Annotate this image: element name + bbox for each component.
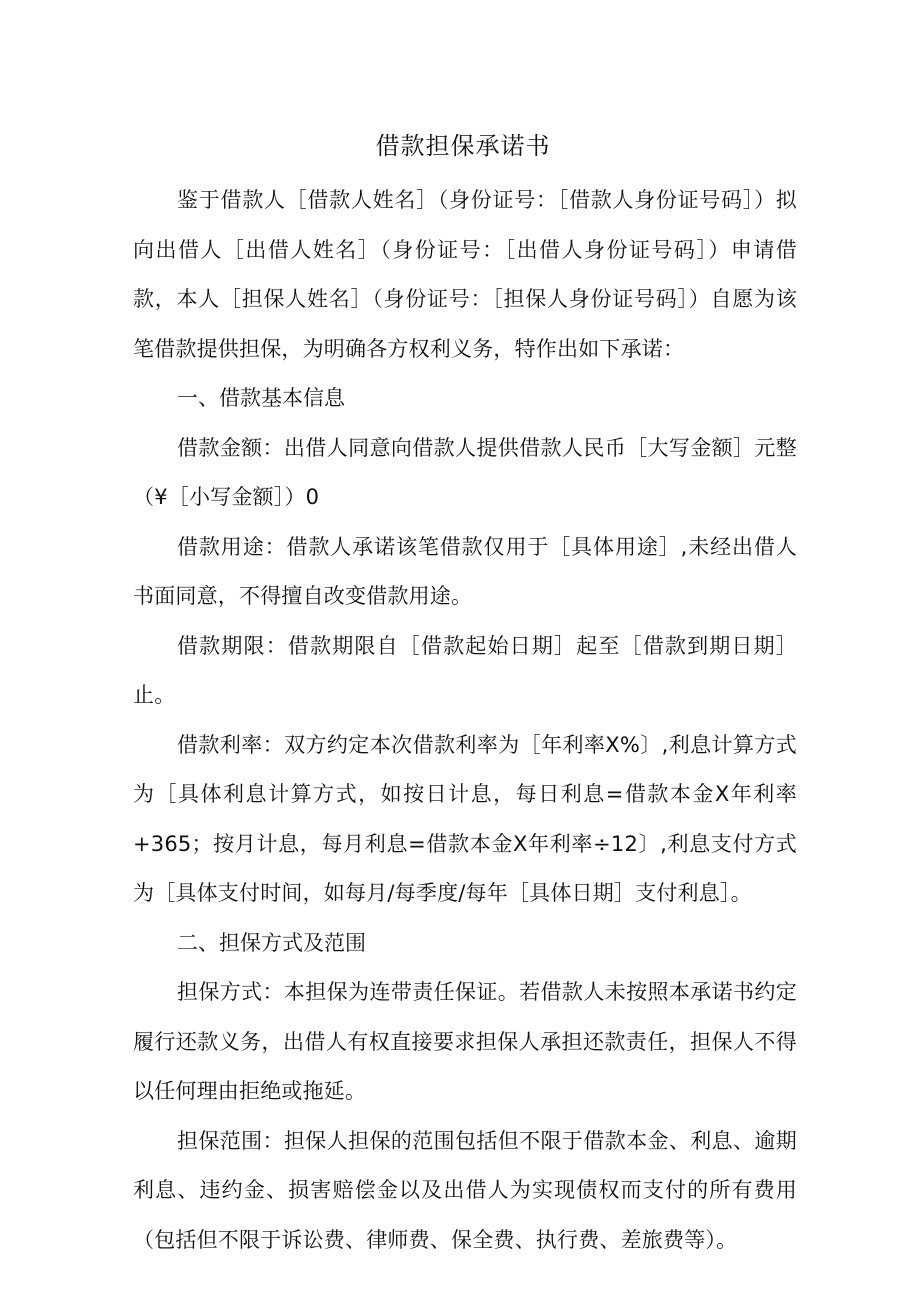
loan-term-paragraph: 借款期限：借款期限自［借款起始日期］起至［借款到期日期］止。: [133, 633, 797, 707]
loan-amount-paragraph: 借款金额：出借人同意向借款人提供借款人民币［大写金额］元整（¥［小写金额］）0: [133, 435, 797, 509]
document-body: [133, 176, 797, 1265]
guarantee-scope-paragraph: 担保范围：担保人担保的范围包括但不限于借款本金、利息、逾期利息、违约金、损害赔偿金以及出借人为实现债权而支付的所有费用（包括但不限于诉讼费、律师费、保全费、执行费、差旅费等）。: [133, 1128, 797, 1252]
section-heading-loan-info: 一、借款基本信息: [177, 386, 345, 410]
section-heading-guarantee: 二、担保方式及范围: [177, 930, 366, 955]
loan-purpose-paragraph: 借款用途：借款人承诺该笔借款仅用于［具体用途］,未经出借人书面同意，不得擅自改变借款用途。: [133, 534, 797, 608]
intro-paragraph: 鉴于借款人［借款人姓名］（身份证号：［借款人身份证号码］）拟向出借人［出借人姓名］（身份证号：［出借人身份证号码］）申请借款，本人［担保人姓名］（身份证号：［担保人身份证号码］）自愿为该笔借款提供担保，为明确各方权利义务，特作出如下承诺：: [133, 188, 797, 361]
document-title: 借款担保承诺书: [375, 132, 551, 160]
guarantee-method-paragraph: 担保方式：本担保为连带责任保证。若借款人未按照本承诺书约定履行还款义务，出借人有权直接要求担保人承担还款责任，担保人不得以任何理由拒绝或拖延。: [133, 980, 797, 1103]
loan-interest-paragraph: 借款利率：双方约定本次借款利率为［年利率X%〕,利息计算方式为［具体利息计算方式，如按日计息，每日利息=借款本金X年利率+365；按月计息，每月利息=借款本金X年利率÷12〕,利息支付方式为［具体支付时间，如每月/每季度/每年［具体日期］支付利息］。: [133, 732, 797, 905]
